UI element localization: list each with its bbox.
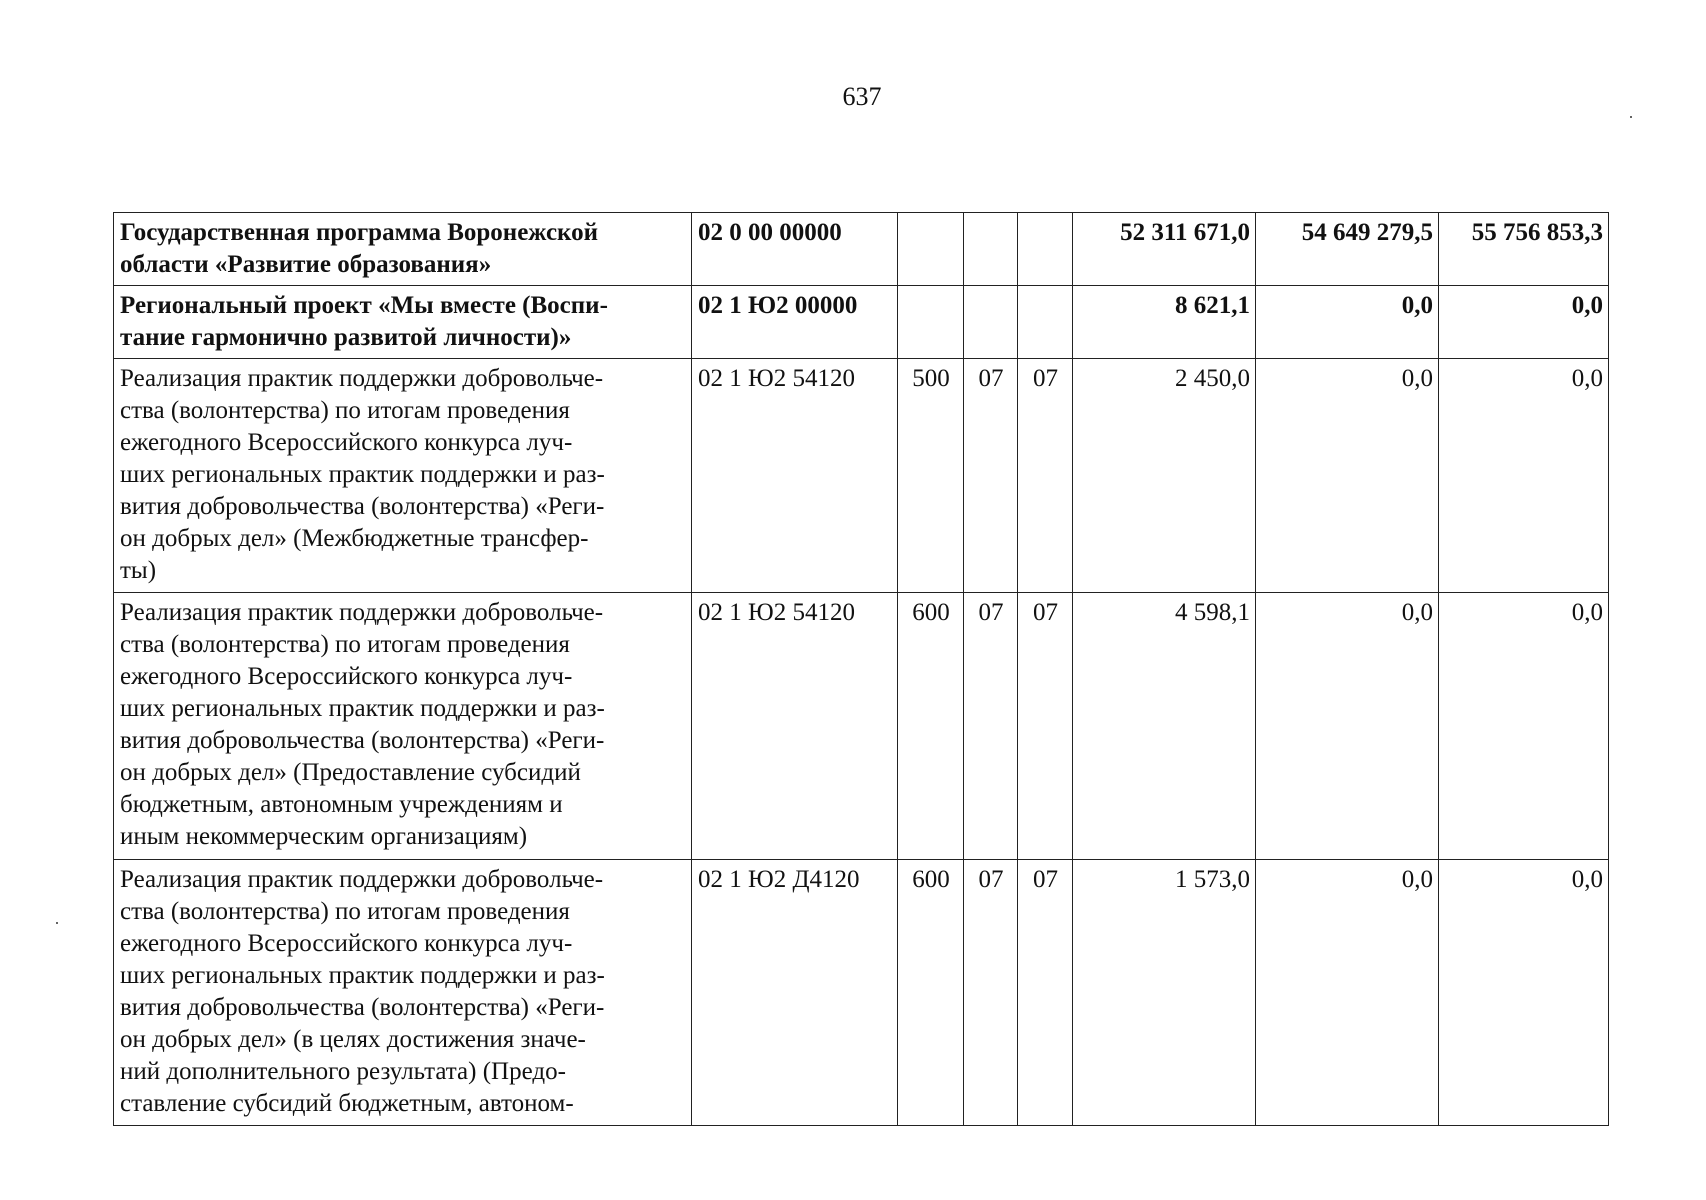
row-name-line: вития добровольчества (волонтерства) «Реги-: [120, 727, 605, 754]
amount-year-2-cell: 0,0: [1256, 286, 1439, 359]
row-name-line: ты): [120, 557, 157, 584]
row-name-line: ших региональных практик поддержки и раз-: [120, 695, 605, 722]
row-name-line: вития добровольчества (волонтерства) «Реги-: [120, 493, 605, 520]
amount-year-1-cell: 52 311 671,0: [1073, 213, 1256, 286]
expense-type-cell: [898, 213, 964, 286]
program-code-cell: 02 1 Ю2 54120: [692, 593, 898, 860]
row-name-line: ежегодного Всероссийского конкурса луч-: [120, 930, 573, 957]
row-name-line: бюджетным, автономным учреждениям и: [120, 791, 563, 818]
page-number: 637: [842, 82, 882, 111]
row-name-cell: [114, 359, 692, 593]
row-name-line: он добрых дел» (Предоставление субсидий: [120, 759, 581, 786]
subsection-cell: 07: [1018, 593, 1073, 860]
row-name-line: ства (волонтерства) по итогам проведения: [120, 397, 570, 424]
row-name-cell: [114, 593, 692, 860]
section-cell: 07: [964, 593, 1018, 860]
row-name-line: области «Развитие образования»: [120, 251, 492, 278]
row-name-cell: [114, 286, 692, 359]
row-name-line: вития добровольчества (волонтерства) «Реги-: [120, 994, 605, 1021]
expense-type-cell: 600: [898, 593, 964, 860]
amount-year-1-cell: 1 573,0: [1073, 860, 1256, 1126]
budget-table: [113, 212, 1609, 1126]
section-cell: 07: [964, 359, 1018, 593]
amount-year-1-cell: 4 598,1: [1073, 593, 1256, 860]
row-name-cell: [114, 860, 692, 1126]
subsection-cell: 07: [1018, 359, 1073, 593]
row-name-line: ставление субсидий бюджетным, автоном-: [120, 1090, 574, 1117]
table-row: [114, 860, 1609, 1126]
row-name-line: Государственная программа Воронежской: [120, 219, 599, 246]
table-row: [114, 286, 1609, 359]
program-code-cell: 02 1 Ю2 Д4120: [692, 860, 898, 1126]
expense-type-cell: 500: [898, 359, 964, 593]
expense-type-cell: 600: [898, 860, 964, 1126]
section-cell: [964, 213, 1018, 286]
scan-speck: [56, 922, 58, 924]
amount-year-2-cell: 0,0: [1256, 860, 1439, 1126]
row-name-line: Реализация практик поддержки добровольче-: [120, 599, 604, 626]
row-name-line: Реализация практик поддержки добровольче-: [120, 866, 604, 893]
row-name-line: Региональный проект «Мы вместе (Воспи-: [120, 292, 608, 319]
amount-year-3-cell: 0,0: [1439, 359, 1609, 593]
scan-speck: [1630, 116, 1632, 118]
subsection-cell: [1018, 286, 1073, 359]
section-cell: [964, 286, 1018, 359]
amount-year-2-cell: 0,0: [1256, 359, 1439, 593]
amount-year-3-cell: 0,0: [1439, 860, 1609, 1126]
subsection-cell: [1018, 213, 1073, 286]
row-name-line: ших региональных практик поддержки и раз-: [120, 461, 605, 488]
table-row: [114, 213, 1609, 286]
row-name-line: ства (волонтерства) по итогам проведения: [120, 898, 570, 925]
amount-year-1-cell: 2 450,0: [1073, 359, 1256, 593]
row-name-line: ших региональных практик поддержки и раз-: [120, 962, 605, 989]
row-name-line: ства (волонтерства) по итогам проведения: [120, 631, 570, 658]
program-code-cell: 02 0 00 00000: [692, 213, 898, 286]
expense-type-cell: [898, 286, 964, 359]
row-name-line: Реализация практик поддержки добровольче-: [120, 365, 604, 392]
row-name-line: он добрых дел» (Межбюджетные трансфер-: [120, 525, 589, 552]
amount-year-3-cell: 0,0: [1439, 286, 1609, 359]
amount-year-2-cell: 0,0: [1256, 593, 1439, 860]
table-body: [114, 213, 1609, 1126]
table-row: [114, 359, 1609, 593]
amount-year-2-cell: 54 649 279,5: [1256, 213, 1439, 286]
program-code-cell: 02 1 Ю2 54120: [692, 359, 898, 593]
row-name-line: иным некоммерческим организациям): [120, 823, 528, 850]
row-name-line: ежегодного Всероссийского конкурса луч-: [120, 429, 573, 456]
row-name-line: он добрых дел» (в целях достижения значе-: [120, 1026, 586, 1053]
row-name-line: тание гармонично развитой личности)»: [120, 324, 572, 351]
amount-year-1-cell: 8 621,1: [1073, 286, 1256, 359]
row-name-line: ежегодного Всероссийского конкурса луч-: [120, 663, 573, 690]
section-cell: 07: [964, 860, 1018, 1126]
amount-year-3-cell: 0,0: [1439, 593, 1609, 860]
table-row: [114, 593, 1609, 860]
program-code-cell: 02 1 Ю2 00000: [692, 286, 898, 359]
subsection-cell: 07: [1018, 860, 1073, 1126]
amount-year-3-cell: 55 756 853,3: [1439, 213, 1609, 286]
row-name-cell: [114, 213, 692, 286]
row-name-line: ний дополнительного результата) (Предо-: [120, 1058, 566, 1085]
